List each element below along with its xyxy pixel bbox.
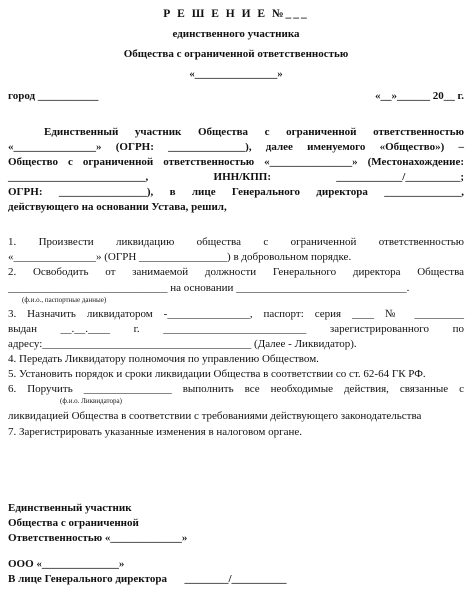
signature-line-3: Ответственностью «_____________» [8,532,188,544]
preamble-line-2: «_______________» (ОГРН: ______________), далее именуемого «Общество») – [8,141,464,153]
item-3-line-2: выдан __.__.____ г. __________________________ зарегистрированного по [8,323,464,335]
preamble-line-5: ОГРН: ________________), в лице Генерального директора ______________, [8,186,464,198]
item-2-caption: (ф.и.о., паспортные данные) [22,296,107,304]
item-1-line-2: «_______________» (ОГРН ________________) в добровольном порядке. [8,251,352,263]
item-3-line-1: 3. Назначить ликвидатором -_______________, паспорт: серия ____ № _________ [8,308,464,320]
item-6-caption: (ф.и.о. Ликвидатора) [60,397,122,405]
preamble-line-6: действующего на основании Устава, решил, [8,201,227,213]
item-7: 7. Зарегистрировать указанные изменения в налоговом органе. [8,426,303,438]
header-line-company-name: «_______________» [189,68,283,80]
city-field: город ___________ [8,90,99,102]
item-3-line-3: адресу:______________________________________ (Далее - Ликвидатор). [8,338,357,350]
signature-line-4: ООО «______________» [8,558,125,570]
preamble-line-4: _________________________, ИНН/КПП: ____________/__________; [8,171,464,183]
item-6-line-2: ликвидацией Общества в соответствии с требованиями действующего законодательства [8,410,422,422]
item-6-line-1: 6. Поручить ________________ выполнить все необходимые действия, связанные с [8,383,464,395]
place-date-row [8,90,464,103]
signature-line-5 [8,573,464,586]
item-2-line-1: 2. Освободить от занимаемой должности Генерального директора Общества [8,266,464,278]
item-5: 5. Установить порядок и сроки ликвидации Общества в соответствии со ст. 62-64 ГК РФ. [8,368,426,380]
document-title: Р Е Ш Е Н И Е №___ [163,8,309,20]
director-label: В лице Генерального директора [8,573,167,585]
date-field: «__»______ 20__ г. [374,90,464,102]
item-1-line-1: 1. Произвести ликвидацию общества с ограниченной ответственностью [8,236,464,248]
signature-line-2: Общества с ограниченной [8,517,139,529]
signature-line-1: Единственный участник [8,502,132,514]
preamble-line-1: Единственный участник Общества с ограниченной ответственностью [44,126,464,138]
director-signature-field: ________/__________ [184,573,287,585]
item-2-line-2: _____________________________ на основании _______________________________. [8,282,410,294]
header-line-company-type: Общества с ограниченной ответственностью [123,48,349,60]
header-line-participant: единственного участника [172,28,300,40]
item-4: 4. Передать Ликвидатору полномочия по управлению Обществом. [8,353,319,365]
preamble-line-3: Общество с ограниченной ответственностью «_______________» (Местонахождение: [8,156,464,168]
